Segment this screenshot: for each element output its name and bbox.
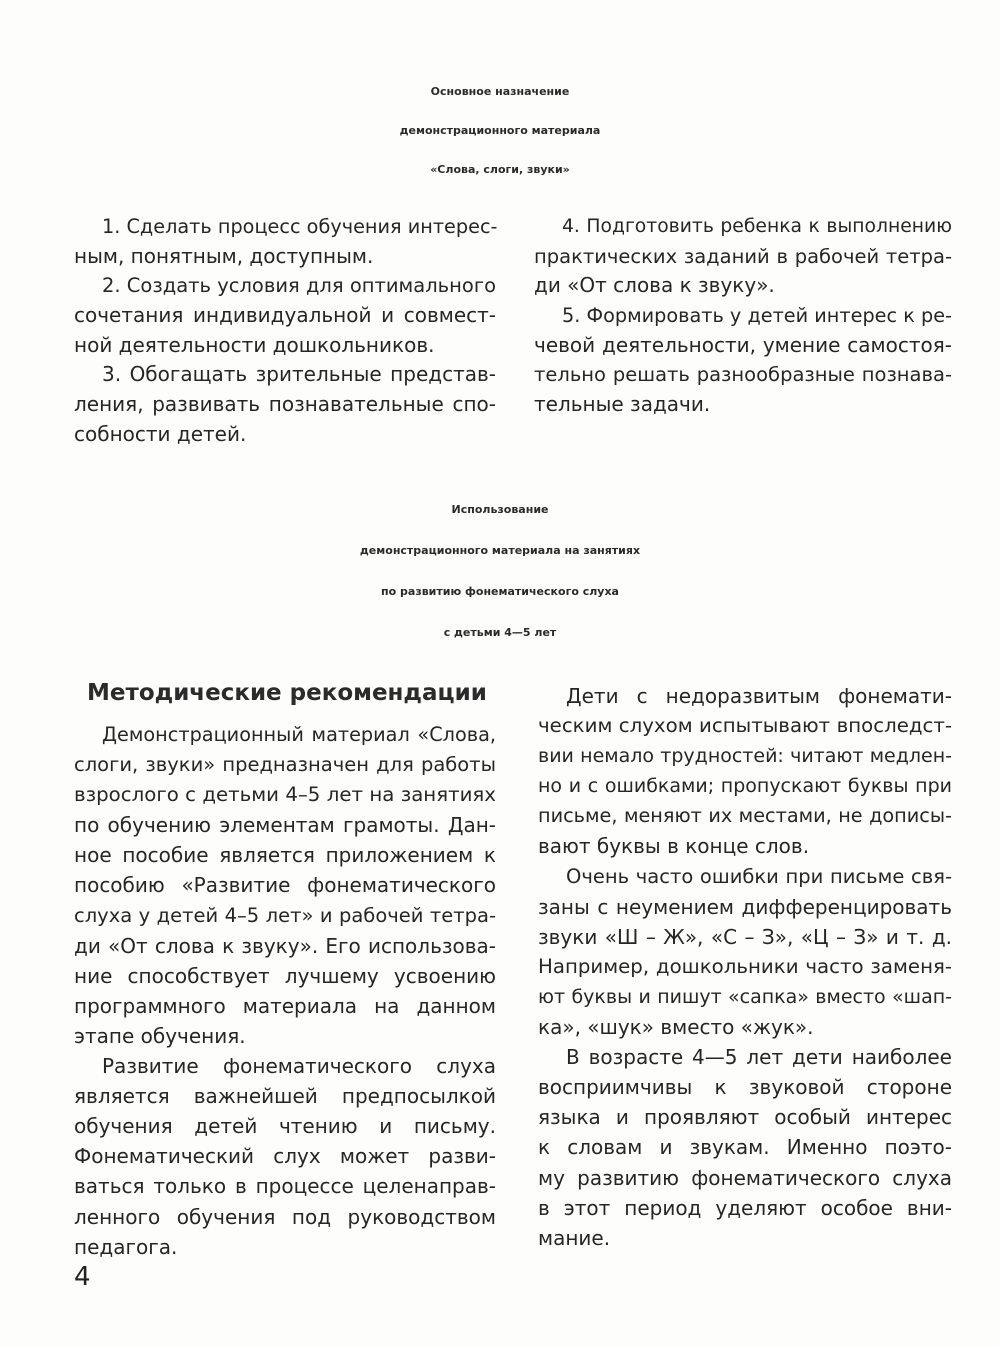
text-line: восприимчивы к звуковой стороне (538, 1075, 952, 1100)
text-line: вают буквы в конце слов. (538, 834, 810, 859)
title-line: «Слова, слоги, звуки» (430, 163, 570, 176)
text-line: му развитию фонематического слуха (538, 1165, 952, 1190)
text-line: Очень часто ошибки при письме свя- (566, 864, 952, 888)
text-line: чевой деятельности, умение самостоя- (534, 332, 952, 357)
text-line: является важнейшей предпосылкой (74, 1084, 496, 1109)
text-line: практических заданий в рабочей тетра- (534, 244, 952, 268)
text-line: ваться только в процессе целенаправ- (74, 1174, 496, 1199)
text-line: собности детей. (74, 421, 247, 446)
text-line: В возрасте 4—5 лет дети наиболее (566, 1045, 952, 1070)
text-line: тельно решать разнообразные познава- (534, 363, 952, 387)
text-line: Дети с недоразвитым фонемати- (566, 684, 952, 708)
text-line: языка и проявляют особый интерес (538, 1105, 952, 1130)
text-line: 2. Создать условия для оптимального (102, 274, 497, 298)
text-line: ческим слухом испытывают впоследст- (538, 714, 952, 738)
text-line: Демонстрационный материал «Слова, (102, 723, 496, 746)
title-line: по развитию фонематического слуха (381, 585, 619, 598)
text-line: вии немало трудностей: читают медлен- (538, 745, 952, 768)
page-number: 4 (74, 1262, 91, 1292)
text-line: ное пособие является приложением к (74, 843, 496, 868)
text-line: Развитие фонематического слуха (102, 1054, 496, 1079)
title-line: демонстрационного материала (399, 124, 601, 137)
text-line: Например, дошкольники часто заменя- (538, 954, 952, 978)
text-line: обучения детей чтению и письму. (74, 1114, 496, 1139)
text-line: слуха у детей 4–5 лет» и рабочей тетра- (74, 903, 496, 927)
recommendations-column-right (538, 681, 952, 1253)
text-line: по обучению элементам грамоты. Дан- (74, 813, 496, 838)
text-line: 3. Обогащать зрительные представ- (102, 362, 496, 387)
goals-column-right (534, 212, 952, 420)
text-line: заны с неумением дифференцировать (538, 894, 952, 919)
text-line: 1. Сделать процесс обучения интерес- (102, 215, 498, 238)
text-line: ной деятельности дошкольников. (74, 332, 435, 357)
text-line: ным, понятным, доступным. (74, 243, 374, 268)
text-line: к словам и звукам. Именно поэто- (538, 1135, 952, 1160)
subheading-method-recommendations: Методические рекомендации (87, 680, 487, 706)
section-title-usage (0, 489, 1000, 653)
text-line: ди «От слова к звуку». Его использова- (74, 933, 496, 958)
text-line: педагога. (74, 1234, 178, 1259)
text-line: 5. Формировать у детей интерес к ре- (562, 304, 952, 328)
text-line: сочетания индивидуальной и совмест- (74, 303, 496, 328)
title-line: с детьми 4—5 лет (443, 626, 557, 639)
text-line: ди «От слова к звуку». (534, 273, 775, 298)
section-title-purpose (0, 72, 1000, 189)
text-line: Фонематический слух может разви- (74, 1144, 496, 1169)
text-line: 4. Подготовить ребенка к выполнению (562, 216, 952, 237)
goals-column-left (74, 212, 496, 450)
recommendations-column-left (74, 720, 496, 1262)
text-line: взрослого с детьми 4–5 лет на занятиях (74, 783, 496, 807)
title-line: Основное назначение (430, 85, 570, 98)
text-line: программного материала на данном (74, 993, 496, 1018)
text-line: этапе обучения. (74, 1023, 246, 1048)
text-line: но и с ошибками; пропускают буквы при (538, 775, 952, 798)
text-line: тельные задачи. (534, 392, 711, 417)
text-line: ка», «шук» вместо «жук». (538, 1015, 814, 1040)
text-line: мание. (538, 1225, 611, 1250)
text-line: ние способствует лучшему усвоению (74, 963, 496, 988)
text-line: ления, развивать познавательные спо- (74, 392, 496, 417)
text-line: ют буквы и пишут «сапка» вместо «шап- (538, 985, 952, 1008)
text-line: слоги, звуки» предназначен для работы (74, 753, 496, 777)
text-line: в этот период уделяют особое вни- (538, 1195, 952, 1220)
text-line: звуки «Ш – Ж», «С – З», «Ц – З» и т. д. (538, 924, 952, 949)
text-line: письме, меняют их местами, не дописы- (538, 804, 952, 828)
text-line: пособию «Развитие фонематического (74, 873, 496, 898)
text-line: ленного обучения под руководством (74, 1204, 496, 1229)
title-line: Использование (451, 503, 549, 516)
title-line: демонстрационного материала на занятиях (359, 544, 641, 557)
